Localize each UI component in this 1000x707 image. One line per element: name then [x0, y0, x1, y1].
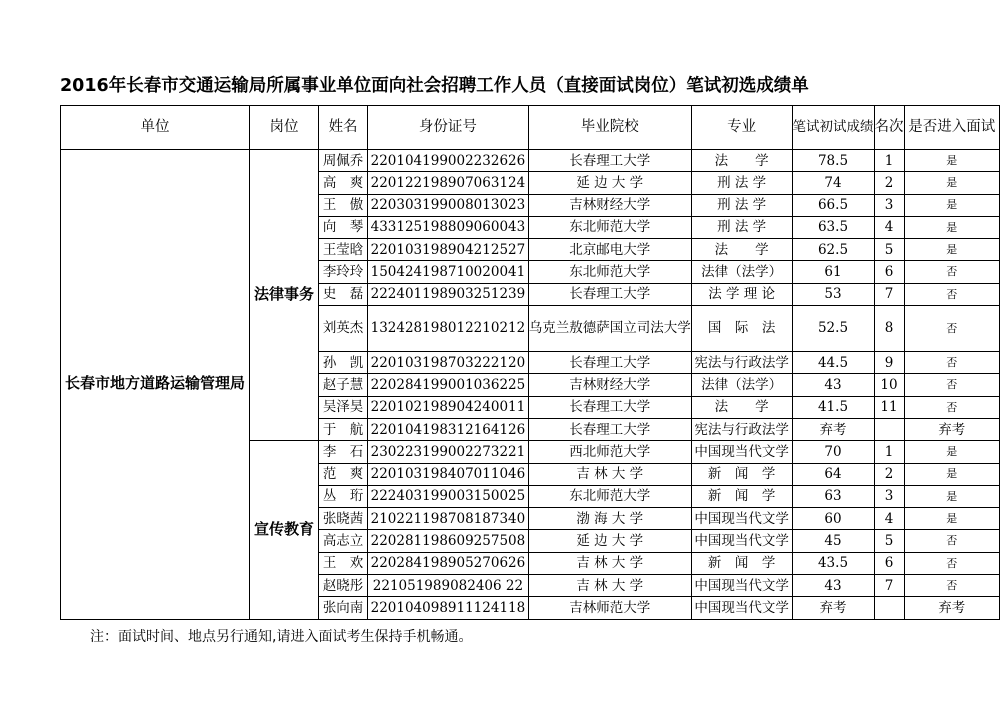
- major-cell: 法律（法学）: [691, 261, 792, 283]
- rank-cell: 1: [874, 441, 904, 463]
- name-cell: 周佩乔: [319, 150, 368, 172]
- col-header-rank: 名次: [874, 106, 904, 150]
- col-header-post: 岗位: [250, 106, 319, 150]
- school-cell: 吉林师范大学: [528, 597, 691, 619]
- score-cell: 63.5: [792, 216, 874, 238]
- rank-cell: 3: [874, 194, 904, 216]
- major-cell: 刑 法 学: [691, 216, 792, 238]
- name-cell: 吴泽昊: [319, 396, 368, 418]
- interview-cell: 是: [904, 485, 1000, 507]
- interview-cell: 否: [904, 261, 1000, 283]
- school-cell: 北京邮电大学: [528, 239, 691, 261]
- name-cell: 史 磊: [319, 283, 368, 305]
- header-row: [61, 106, 1000, 150]
- interview-cell: 否: [904, 374, 1000, 396]
- interview-cell: 是: [904, 463, 1000, 485]
- name-cell: 范 爽: [319, 463, 368, 485]
- score-cell: 43: [792, 575, 874, 597]
- school-cell: 吉 林 大 学: [528, 463, 691, 485]
- interview-cell: 是: [904, 441, 1000, 463]
- interview-cell: 否: [904, 575, 1000, 597]
- id-cell: 433125198809060043: [368, 216, 529, 238]
- rank-cell: 9: [874, 352, 904, 374]
- id-cell: 220284198905270626: [368, 552, 529, 574]
- id-cell: 220104098911124118: [368, 597, 529, 619]
- id-cell: 220104198312164126: [368, 418, 529, 440]
- major-cell: 国 际 法: [691, 306, 792, 352]
- score-cell: 45: [792, 530, 874, 552]
- major-cell: 刑 法 学: [691, 172, 792, 194]
- interview-cell: 是: [904, 150, 1000, 172]
- rank-cell: 6: [874, 552, 904, 574]
- name-cell: 张晓茜: [319, 508, 368, 530]
- major-cell: 中国现当代文学: [691, 508, 792, 530]
- id-cell: 220122198907063124: [368, 172, 529, 194]
- major-cell: 中国现当代文学: [691, 441, 792, 463]
- name-cell: 李玲玲: [319, 261, 368, 283]
- score-cell: 62.5: [792, 239, 874, 261]
- major-cell: 法 学: [691, 239, 792, 261]
- id-cell: 222403199003150025: [368, 485, 529, 507]
- name-cell: 刘英杰: [319, 306, 368, 352]
- score-cell: 弃考: [792, 597, 874, 619]
- school-cell: 延 边 大 学: [528, 530, 691, 552]
- school-cell: 东北师范大学: [528, 216, 691, 238]
- score-cell: 78.5: [792, 150, 874, 172]
- rank-cell: 10: [874, 374, 904, 396]
- major-cell: 法律（法学）: [691, 374, 792, 396]
- rank-cell: 2: [874, 463, 904, 485]
- score-cell: 52.5: [792, 306, 874, 352]
- school-cell: 长春理工大学: [528, 418, 691, 440]
- interview-cell: 否: [904, 283, 1000, 305]
- rank-cell: [874, 418, 904, 440]
- rank-cell: 4: [874, 508, 904, 530]
- col-header-major: 专业: [691, 106, 792, 150]
- footnote: 注：面试时间、地点另行通知,请进入面试考生保持手机畅通。: [90, 629, 473, 645]
- major-cell: 宪法与行政法学: [691, 418, 792, 440]
- id-cell: 222401198903251239: [368, 283, 529, 305]
- rank-cell: 1: [874, 150, 904, 172]
- name-cell: 赵晓彤: [319, 575, 368, 597]
- name-cell: 孙 凯: [319, 352, 368, 374]
- id-cell: 220104199002232626: [368, 150, 529, 172]
- school-cell: 长春理工大学: [528, 352, 691, 374]
- table-row: [61, 150, 1000, 172]
- rank-cell: 7: [874, 575, 904, 597]
- interview-cell: 否: [904, 396, 1000, 418]
- col-header-unit: 单位: [61, 106, 250, 150]
- school-cell: 东北师范大学: [528, 485, 691, 507]
- school-cell: 乌克兰敖德萨国立司法大学: [528, 306, 691, 352]
- col-header-school: 毕业院校: [528, 106, 691, 150]
- name-cell: 丛 珩: [319, 485, 368, 507]
- school-cell: 吉林财经大学: [528, 194, 691, 216]
- score-cell: 74: [792, 172, 874, 194]
- major-cell: 中国现当代文学: [691, 597, 792, 619]
- name-cell: 李 石: [319, 441, 368, 463]
- page-title: 2016年长春市交通运输局所属事业单位面向社会招聘工作人员（直接面试岗位）笔试初选成绩单: [60, 76, 809, 96]
- school-cell: 吉 林 大 学: [528, 575, 691, 597]
- major-cell: 法 学: [691, 396, 792, 418]
- rank-cell: 2: [874, 172, 904, 194]
- id-cell: 220103198407011046: [368, 463, 529, 485]
- score-cell: 弃考: [792, 418, 874, 440]
- school-cell: 西北师范大学: [528, 441, 691, 463]
- rank-cell: 8: [874, 306, 904, 352]
- school-cell: 长春理工大学: [528, 150, 691, 172]
- major-cell: 宪法与行政法学: [691, 352, 792, 374]
- post-cell: 法律事务: [250, 150, 319, 441]
- id-cell: 220103198703222120: [368, 352, 529, 374]
- score-cell: 60: [792, 508, 874, 530]
- major-cell: 中国现当代文学: [691, 575, 792, 597]
- id-cell: 220303199008013023: [368, 194, 529, 216]
- score-cell: 43: [792, 374, 874, 396]
- id-cell: 220102198904240011: [368, 396, 529, 418]
- school-cell: 长春理工大学: [528, 396, 691, 418]
- interview-cell: 是: [904, 508, 1000, 530]
- results-table: [60, 105, 1000, 620]
- name-cell: 赵子慧: [319, 374, 368, 396]
- id-cell: 220103198904212527: [368, 239, 529, 261]
- score-cell: 61: [792, 261, 874, 283]
- score-cell: 43.5: [792, 552, 874, 574]
- score-cell: 64: [792, 463, 874, 485]
- rank-cell: 3: [874, 485, 904, 507]
- name-cell: 张向南: [319, 597, 368, 619]
- score-cell: 63: [792, 485, 874, 507]
- interview-cell: 弃考: [904, 597, 1000, 619]
- col-header-score: 笔试初试成绩: [792, 106, 874, 150]
- unit-cell: 长春市地方道路运输管理局: [61, 150, 250, 620]
- interview-cell: 否: [904, 552, 1000, 574]
- score-cell: 70: [792, 441, 874, 463]
- school-cell: 渤 海 大 学: [528, 508, 691, 530]
- rank-cell: 11: [874, 396, 904, 418]
- rank-cell: 5: [874, 530, 904, 552]
- score-cell: 66.5: [792, 194, 874, 216]
- school-cell: 吉 林 大 学: [528, 552, 691, 574]
- id-cell: 210221198708187340: [368, 508, 529, 530]
- interview-cell: 否: [904, 306, 1000, 352]
- interview-cell: 是: [904, 216, 1000, 238]
- name-cell: 高志立: [319, 530, 368, 552]
- school-cell: 吉林财经大学: [528, 374, 691, 396]
- name-cell: 王 傲: [319, 194, 368, 216]
- name-cell: 向 琴: [319, 216, 368, 238]
- interview-cell: 否: [904, 352, 1000, 374]
- rank-cell: 5: [874, 239, 904, 261]
- rank-cell: 6: [874, 261, 904, 283]
- school-cell: 东北师范大学: [528, 261, 691, 283]
- score-cell: 53: [792, 283, 874, 305]
- major-cell: 新 闻 学: [691, 463, 792, 485]
- score-cell: 41.5: [792, 396, 874, 418]
- major-cell: 法 学 理 论: [691, 283, 792, 305]
- id-cell: 132428198012210212: [368, 306, 529, 352]
- id-cell: 221051989082406 22: [368, 575, 529, 597]
- name-cell: 王 欢: [319, 552, 368, 574]
- id-cell: 230223199002273221: [368, 441, 529, 463]
- id-cell: 150424198710020041: [368, 261, 529, 283]
- major-cell: 刑 法 学: [691, 194, 792, 216]
- school-cell: 长春理工大学: [528, 283, 691, 305]
- score-cell: 44.5: [792, 352, 874, 374]
- name-cell: 王莹晗: [319, 239, 368, 261]
- interview-cell: 是: [904, 172, 1000, 194]
- major-cell: 法 学: [691, 150, 792, 172]
- rank-cell: [874, 597, 904, 619]
- major-cell: 新 闻 学: [691, 552, 792, 574]
- interview-cell: 弃考: [904, 418, 1000, 440]
- col-header-name: 姓名: [319, 106, 368, 150]
- name-cell: 于 航: [319, 418, 368, 440]
- interview-cell: 否: [904, 530, 1000, 552]
- interview-cell: 是: [904, 239, 1000, 261]
- major-cell: 新 闻 学: [691, 485, 792, 507]
- id-cell: 220284199001036225: [368, 374, 529, 396]
- name-cell: 高 爽: [319, 172, 368, 194]
- interview-cell: 是: [904, 194, 1000, 216]
- col-header-interview: 是否进入面试: [904, 106, 1000, 150]
- id-cell: 220281198609257508: [368, 530, 529, 552]
- rank-cell: 4: [874, 216, 904, 238]
- school-cell: 延 边 大 学: [528, 172, 691, 194]
- rank-cell: 7: [874, 283, 904, 305]
- post-cell: 宣传教育: [250, 441, 319, 619]
- col-header-id: 身份证号: [368, 106, 529, 150]
- major-cell: 中国现当代文学: [691, 530, 792, 552]
